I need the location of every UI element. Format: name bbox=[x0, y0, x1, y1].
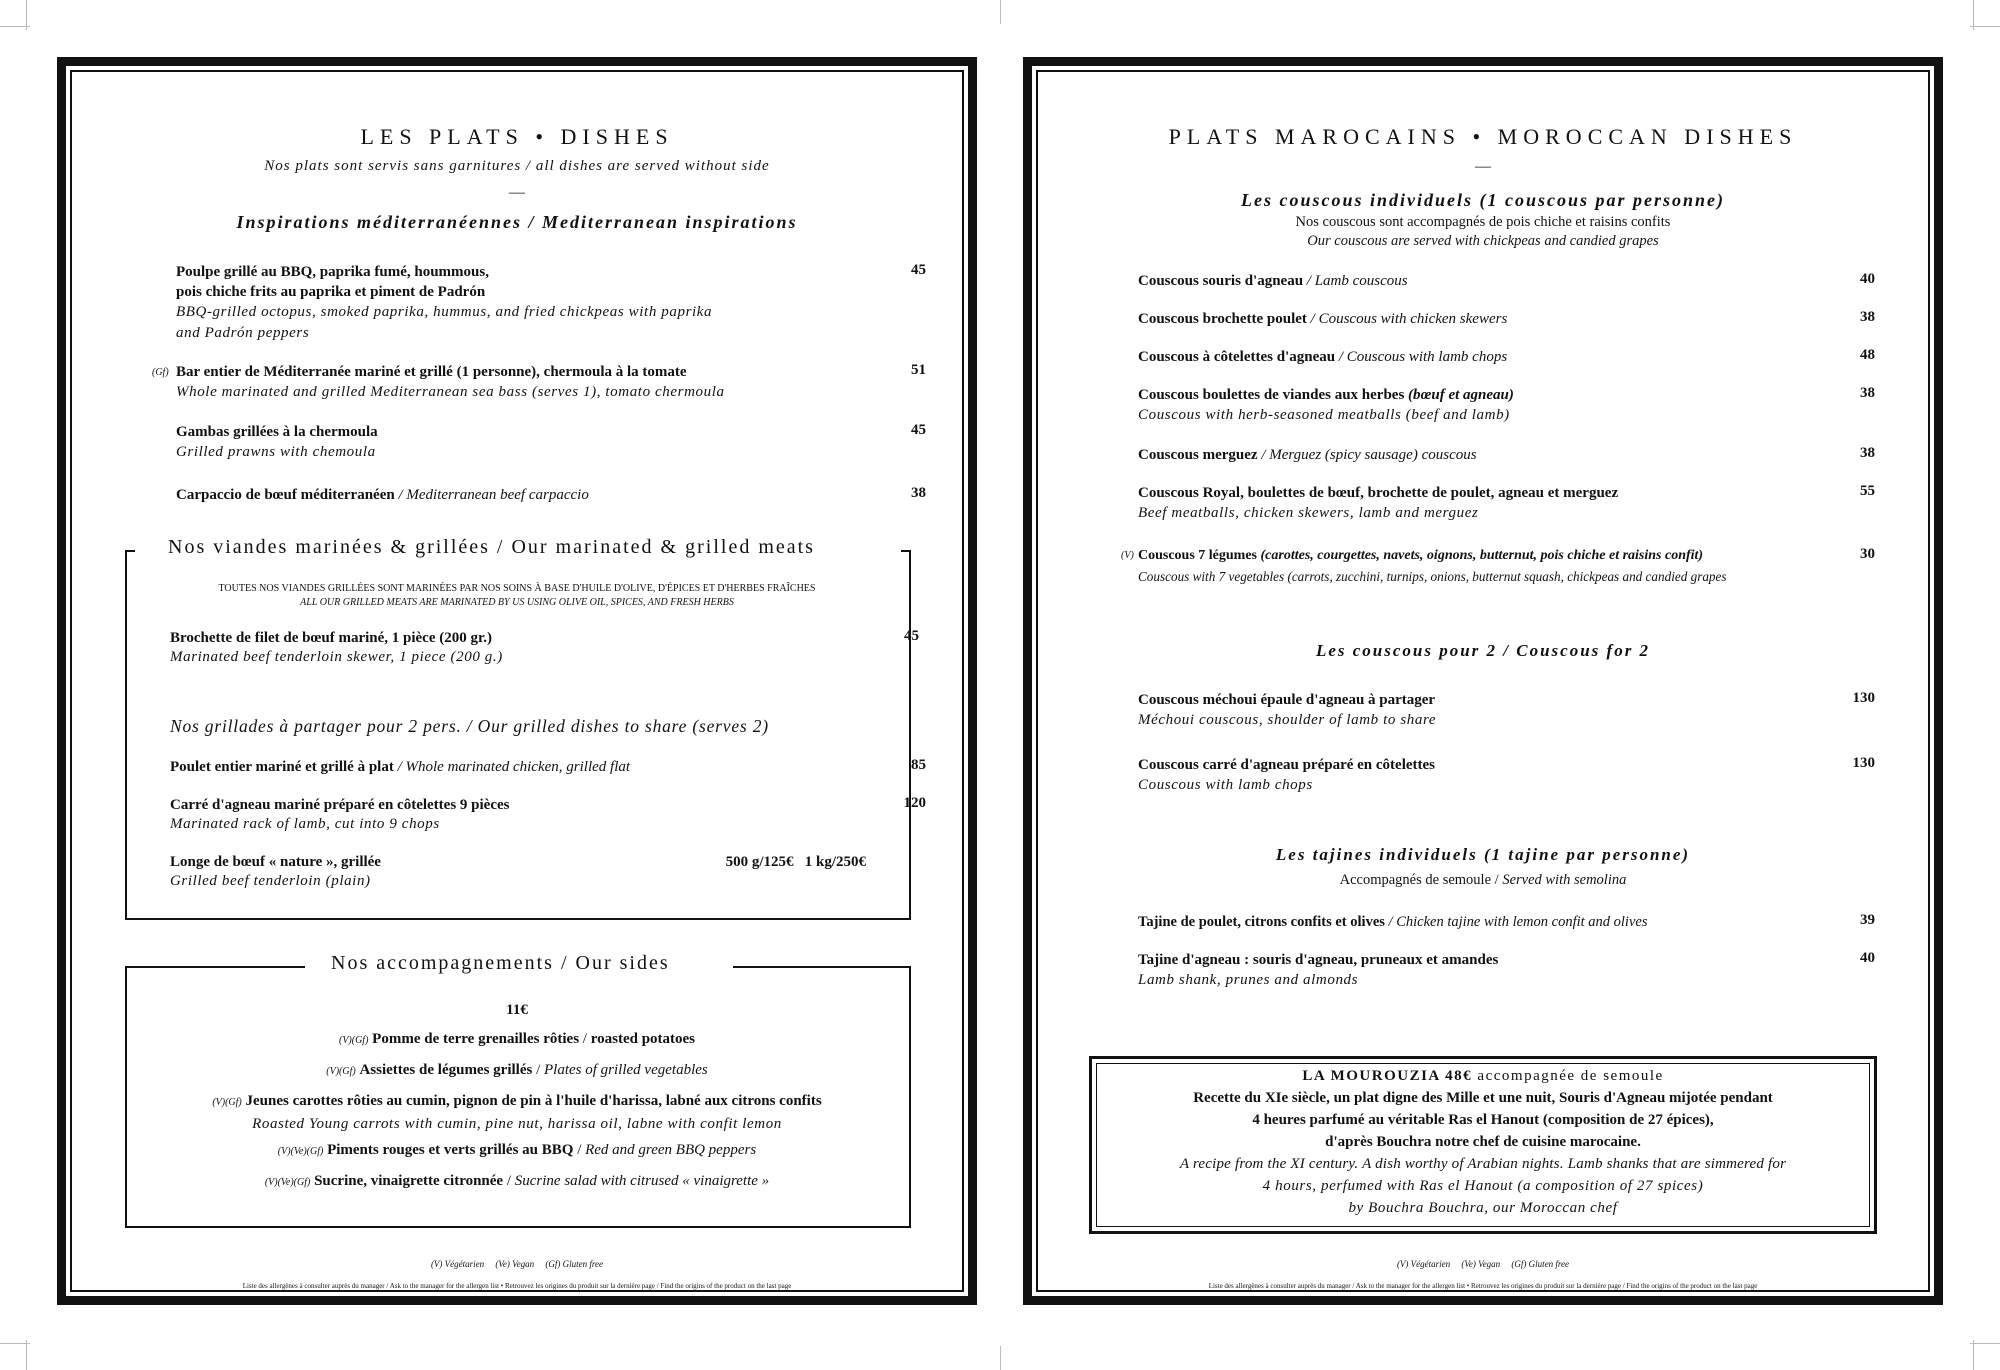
crop-mark bbox=[1973, 0, 1974, 30]
item-name-en: Couscous with lamb chops bbox=[1346, 349, 1508, 365]
divider-dash: — bbox=[509, 184, 525, 201]
mourouzia-line: 4 hours, perfumed with Ras el Hanout (a composition of 27 spices) bbox=[1262, 1178, 1704, 1194]
item-name-en: Grilled beef tenderloin (plain) bbox=[170, 873, 371, 889]
allergen-footer: Liste des allergènes à consulter auprès du manager / Ask to the manager for the allergen list • Retrouvez les origines du produit sur la dernière page / Find the origins of the product on the last page bbox=[1208, 1282, 1758, 1290]
item-price: 45 bbox=[911, 262, 926, 278]
item-name-en: Sucrine salad with citrused « vinaigrette » bbox=[514, 1173, 770, 1189]
menu-item bbox=[170, 795, 810, 834]
separator: / bbox=[532, 1062, 545, 1078]
side-item bbox=[66, 1091, 968, 1113]
mourouzia-name: LA MOUROUZIA 48€ bbox=[1302, 1068, 1473, 1084]
item-name-fr: Poulpe grillé au BBQ, paprika fumé, hoummous, bbox=[176, 264, 489, 280]
diet-tag: (V)(Ve)(Gf) bbox=[277, 1146, 324, 1157]
item-name-fr: Couscous à côtelettes d'agneau bbox=[1138, 349, 1336, 365]
mourouzia-title bbox=[1092, 1065, 1874, 1087]
item-price: 38 bbox=[1860, 309, 1875, 325]
separator: / bbox=[573, 1142, 586, 1158]
item-name-en: Whole marinated and grilled Mediterranean sea bass (serves 1), tomato chermoula bbox=[176, 384, 725, 400]
item-name-en: roasted potatoes bbox=[590, 1031, 696, 1047]
menu-item bbox=[176, 422, 776, 463]
couscous-sub-fr: Nos couscous sont accompagnés de pois chiche et raisins confits bbox=[1295, 214, 1671, 230]
diet-tag: (V)(Gf) bbox=[338, 1035, 369, 1046]
allergen-footer: Liste des allergènes à consulter auprès du manager / Ask to the manager for the allergen list • Retrouvez les origines du produit sur la dernière page / Find the origins of the product on the last page bbox=[242, 1282, 792, 1290]
meats-section-title: Nos viandes marinées & grillées / Our marinated & grilled meats bbox=[154, 536, 829, 559]
item-name-en: Red and green BBQ peppers bbox=[585, 1142, 757, 1158]
crop-mark bbox=[1000, 1346, 1001, 1370]
item-name-en: Couscous with chicken skewers bbox=[1318, 311, 1508, 327]
item-name-en: Lamb shank, prunes and almonds bbox=[1138, 972, 1359, 988]
separator: / bbox=[1306, 311, 1319, 327]
box-top-rule bbox=[125, 550, 135, 552]
item-name-fr: Couscous boulettes de viandes aux herbes bbox=[1138, 387, 1405, 403]
crop-mark bbox=[1970, 1343, 2000, 1344]
separator: / bbox=[1303, 273, 1315, 289]
item-name-en: Whole marinated chicken, grilled flat bbox=[405, 759, 631, 775]
crop-mark bbox=[26, 0, 27, 30]
crop-mark bbox=[1000, 0, 1001, 24]
crop-mark bbox=[1970, 26, 2000, 27]
item-name-fr: Couscous merguez bbox=[1138, 447, 1258, 463]
menu-item bbox=[1138, 912, 1838, 932]
menu-item bbox=[1138, 690, 1738, 731]
item-name-fr: Couscous brochette poulet bbox=[1138, 311, 1307, 327]
menu-item bbox=[1138, 483, 1838, 524]
item-price: 500 g/125€ 1 kg/250€ bbox=[725, 854, 866, 870]
item-name-en: Beef meatballs, chicken skewers, lamb and merguez bbox=[1138, 505, 1479, 521]
item-price: 45 bbox=[911, 422, 926, 438]
menu-item bbox=[1138, 445, 1838, 465]
item-price: 38 bbox=[911, 485, 926, 501]
box-top-rule bbox=[125, 966, 305, 968]
box-top-rule bbox=[901, 550, 911, 552]
separator: / bbox=[393, 759, 406, 775]
item-name-fr: Bar entier de Méditerranée mariné et grillé (1 personne), chermoula à la tomate bbox=[176, 364, 687, 380]
tajines-sub bbox=[1032, 871, 1934, 890]
item-price: 38 bbox=[1860, 385, 1875, 401]
item-price: 30 bbox=[1860, 546, 1875, 562]
separator: / bbox=[394, 487, 407, 503]
meats-note-fr: TOUTES NOS VIANDES GRILLÉES SONT MARINÉES PAR NOS SOINS À BASE D'HUILE D'OLIVE, D'ÉPICES ET D'HERBES FRAÎCHES bbox=[218, 583, 816, 594]
menu-page-dishes bbox=[57, 57, 977, 1305]
item-name-fr: Couscous souris d'agneau bbox=[1138, 273, 1304, 289]
sides-section-title: Nos accompagnements / Our sides bbox=[317, 952, 684, 975]
page-title: LES PLATS • DISHES bbox=[360, 124, 674, 149]
item-price: 40 bbox=[1860, 271, 1875, 287]
mourouzia-line: A recipe from the XI century. A dish worthy of Arabian nights. Lamb shanks that are simmered for bbox=[1179, 1156, 1787, 1172]
menu-item bbox=[1138, 309, 1838, 329]
item-price: 51 bbox=[911, 362, 926, 378]
menu-item bbox=[1138, 385, 1838, 426]
item-name-fr: Brochette de filet de bœuf mariné, 1 pièce (200 gr.) bbox=[170, 630, 493, 646]
item-name-fr: Couscous méchoui épaule d'agneau à partager bbox=[1138, 692, 1436, 708]
menu-item bbox=[176, 262, 736, 344]
diet-tag: (Gf) bbox=[152, 367, 169, 378]
box-top-rule bbox=[733, 966, 911, 968]
menu-item bbox=[1138, 950, 1778, 991]
diet-legend: (V) Végétarien (Ve) Vegan (Gf) Gluten free bbox=[1396, 1259, 1570, 1269]
item-price: 130 bbox=[1852, 755, 1875, 771]
item-name-fr: Carré d'agneau mariné préparé en côtelettes 9 pièces bbox=[170, 797, 510, 813]
item-name-fr: Sucrine, vinaigrette citronnée bbox=[314, 1173, 504, 1189]
item-name-en: Mediterranean beef carpaccio bbox=[406, 487, 589, 503]
separator: / bbox=[1491, 872, 1503, 888]
diet-tag: (V)(Gf) bbox=[212, 1097, 242, 1108]
section-title-couscous-for-2: Les couscous pour 2 / Couscous for 2 bbox=[1315, 641, 1651, 660]
item-name-en: BBQ-grilled octopus, smoked paprika, hummus, and fried chickpeas with paprika bbox=[176, 304, 713, 320]
menu-item bbox=[170, 757, 830, 777]
item-name-en: Plates of grilled vegetables bbox=[544, 1062, 708, 1078]
mourouzia-line: by Bouchra Bouchra, our Moroccan chef bbox=[1348, 1200, 1618, 1216]
share-section-title: Nos grillades à partager pour 2 pers. / Our grilled dishes to share (serves 2) bbox=[170, 716, 769, 736]
divider-dash: — bbox=[1475, 158, 1491, 175]
item-name-fr: Pomme de terre grenailles rôties bbox=[372, 1031, 580, 1047]
mourouzia-box bbox=[1089, 1056, 1877, 1234]
mourouzia-line: 4 heures parfumé au véritable Ras el Hanout (composition de 27 épices), bbox=[1252, 1112, 1714, 1128]
meats-note-en: ALL OUR GRILLED MEATS ARE MARINATED BY US USING OLIVE OIL, SPICES, AND FRESH HERBS bbox=[300, 597, 734, 608]
item-name-en: Chicken tajine with lemon confit and olives bbox=[1396, 914, 1648, 930]
tajines-sub-fr: Accompagnés de semoule bbox=[1339, 872, 1492, 888]
item-name-fr: pois chiche frits au paprika et piment de Padrón bbox=[176, 284, 486, 300]
crop-mark bbox=[26, 1340, 27, 1370]
item-name-fr: Couscous 7 légumes bbox=[1138, 548, 1258, 563]
separator: / bbox=[1257, 447, 1270, 463]
separator: / bbox=[1335, 349, 1347, 365]
item-name-fr-detail: (bœuf et agneau) bbox=[1404, 387, 1514, 403]
menu-item bbox=[170, 852, 590, 891]
side-item bbox=[66, 1171, 968, 1193]
crop-mark bbox=[1973, 1340, 1974, 1370]
item-name-en: Roasted Young carrots with cumin, pine nut, harissa oil, labne with confit lemon bbox=[252, 1116, 782, 1132]
item-name-fr: Gambas grillées à la chermoula bbox=[176, 424, 378, 440]
separator: / bbox=[503, 1173, 515, 1189]
item-name-fr-detail: (carottes, courgettes, navets, oignons, butternut, pois chiche et raisins confit) bbox=[1257, 548, 1704, 563]
item-name-en: and Padrón peppers bbox=[176, 325, 310, 341]
tajines-sub-en: Served with semolina bbox=[1502, 872, 1627, 888]
item-name-fr: Longe de bœuf « nature », grillée bbox=[170, 854, 381, 870]
couscous-sub-en: Our couscous are served with chickpeas and candied grapes bbox=[1307, 233, 1659, 249]
item-name-en: Méchoui couscous, shoulder of lamb to share bbox=[1138, 712, 1437, 728]
item-name-fr: Poulet entier mariné et grillé à plat bbox=[170, 759, 394, 775]
item-name-fr: Jeunes carottes rôties au cumin, pignon de pin à l'huile d'harissa, labné aux citrons confits bbox=[245, 1093, 822, 1109]
menu-item bbox=[1138, 546, 1858, 587]
item-name-fr: Tajine d'agneau : souris d'agneau, pruneaux et amandes bbox=[1138, 952, 1499, 968]
section-title-tajines: Les tajines individuels (1 tajine par personne) bbox=[1275, 845, 1691, 864]
menu-item bbox=[176, 485, 816, 505]
item-name-en: Lamb couscous bbox=[1314, 273, 1408, 289]
item-name-fr: Couscous Royal, boulettes de bœuf, brochette de poulet, agneau et merguez bbox=[1138, 485, 1619, 501]
item-name-fr: Tajine de poulet, citrons confits et olives bbox=[1138, 914, 1385, 930]
item-name-en: Marinated beef tenderloin skewer, 1 piece (200 g.) bbox=[170, 649, 503, 665]
item-name-en: Marinated rack of lamb, cut into 9 chops bbox=[170, 816, 440, 832]
diet-tag: (V)(Gf) bbox=[326, 1066, 356, 1077]
item-price: 55 bbox=[1860, 483, 1875, 499]
menu-item bbox=[170, 628, 810, 667]
page-subtitle: Nos plats sont servis sans garnitures / all dishes are served without side bbox=[264, 158, 770, 174]
item-name-fr: Couscous carré d'agneau préparé en côtelettes bbox=[1138, 757, 1436, 773]
item-price: 39 bbox=[1860, 912, 1875, 928]
side-item bbox=[66, 1029, 968, 1051]
item-name-fr: Piments rouges et verts grillés au BBQ bbox=[327, 1142, 574, 1158]
separator: / bbox=[1384, 914, 1397, 930]
diet-tag: (V) bbox=[1121, 550, 1134, 561]
item-price: 45 bbox=[904, 628, 919, 644]
item-name-en: Grilled prawns with chemoula bbox=[176, 444, 376, 460]
section-title-couscous: Les couscous individuels (1 couscous par personne) bbox=[1240, 190, 1726, 210]
item-price: 120 bbox=[903, 795, 926, 811]
item-price: 85 bbox=[911, 757, 926, 773]
item-price: 48 bbox=[1860, 347, 1875, 363]
item-name-en: Couscous with herb-seasoned meatballs (beef and lamb) bbox=[1138, 407, 1510, 423]
item-name-en: Couscous with 7 vegetables (carrots, zucchini, turnips, onions, butternut squash, chickpeas and candied grapes bbox=[1138, 569, 1727, 584]
item-name-en: Couscous with lamb chops bbox=[1138, 777, 1313, 793]
item-name-en: Merguez (spicy sausage) couscous bbox=[1269, 447, 1477, 463]
mourouzia-line: d'après Bouchra notre chef de cuisine marocaine. bbox=[1325, 1134, 1641, 1150]
diet-tag: (V)(Ve)(Gf) bbox=[264, 1177, 311, 1188]
menu-item bbox=[1138, 271, 1838, 291]
section-title-mediterranean: Inspirations méditerranéennes / Mediterranean inspirations bbox=[236, 212, 798, 232]
item-price: 38 bbox=[1860, 445, 1875, 461]
page-title: PLATS MAROCAINS • MOROCCAN DISHES bbox=[1168, 124, 1798, 149]
item-price: 130 bbox=[1852, 690, 1875, 706]
item-price: 40 bbox=[1860, 950, 1875, 966]
item-name-fr: Assiettes de légumes grillés bbox=[359, 1062, 533, 1078]
menu-item bbox=[1138, 347, 1838, 367]
diet-legend: (V) Végétarien (Ve) Vegan (Gf) Gluten free bbox=[430, 1259, 604, 1269]
mourouzia-accompaniment: accompagnée de semoule bbox=[1472, 1068, 1664, 1084]
menu-page-moroccan bbox=[1023, 57, 1943, 1305]
mourouzia-line: Recette du XIe siècle, un plat digne des Mille et une nuit, Souris d'Agneau mijotée pendant bbox=[1193, 1090, 1773, 1106]
item-name-fr: Carpaccio de bœuf méditerranéen bbox=[176, 487, 395, 503]
sides-price: 11€ bbox=[506, 1002, 528, 1018]
menu-item bbox=[1138, 755, 1738, 796]
menu-item bbox=[176, 362, 856, 403]
side-item bbox=[66, 1140, 968, 1162]
side-item bbox=[66, 1060, 968, 1082]
separator: / bbox=[579, 1031, 591, 1047]
